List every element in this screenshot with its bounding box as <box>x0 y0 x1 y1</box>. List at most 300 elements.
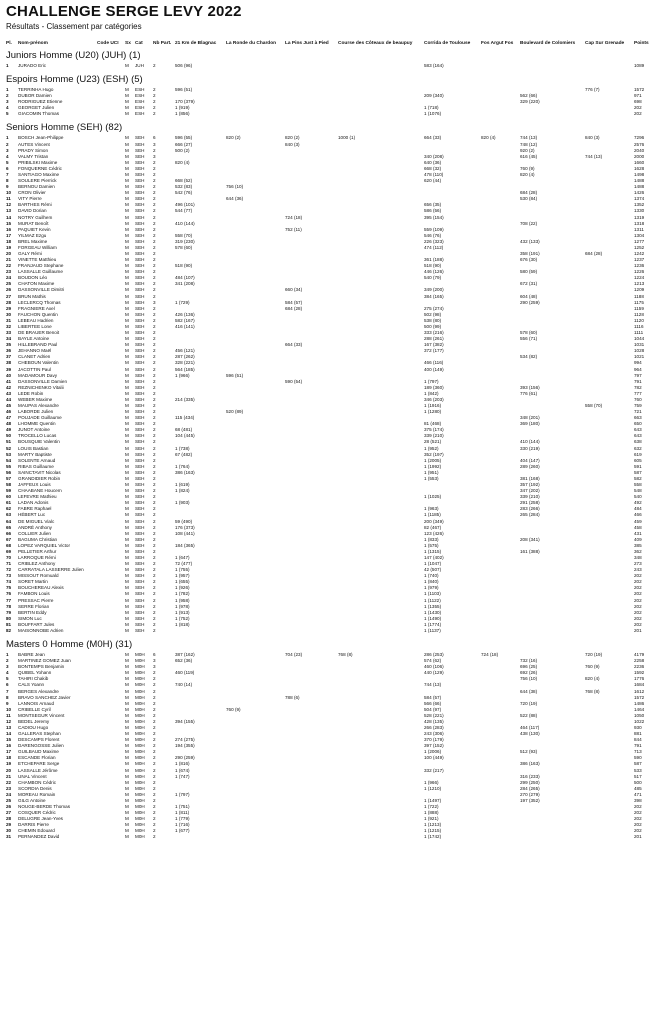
cell-cat: SEH <box>135 184 145 190</box>
cell-name: SOLENTE Arnaud <box>18 457 56 463</box>
cell-cat: SEH <box>135 627 145 633</box>
cell-points: 713 <box>634 749 642 755</box>
cell-cat: M0H <box>135 676 145 682</box>
cell-sex: M <box>125 779 129 785</box>
cell-points: 1304 <box>634 232 645 238</box>
cell-nb-part: 2 <box>153 202 156 208</box>
cell-sex: M <box>125 609 129 615</box>
cell-cat: SEH <box>135 482 145 488</box>
cell-colomiers: 369 (180) <box>520 421 540 427</box>
cell-corrida-toulouse: 395 (154) <box>424 214 444 220</box>
cell-sex: M <box>125 664 129 670</box>
cell-colomiers: 265 (284) <box>520 512 540 518</box>
cell-nb-part: 2 <box>153 323 156 329</box>
cell-nb-part: 2 <box>153 190 156 196</box>
cell-sex: M <box>125 384 129 390</box>
cell-cat: SEH <box>135 372 145 378</box>
cell-sex: M <box>125 706 129 712</box>
cell-name: LEBEAU Hadrien <box>18 317 54 323</box>
cell-sex: M <box>125 433 129 439</box>
cell-nb-part: 2 <box>153 439 156 445</box>
cell-corrida-toulouse: 500 (99) <box>424 323 442 329</box>
column-header-ronde-chardon: La Ronde du Chardon <box>226 41 277 46</box>
cell-sex: M <box>125 439 129 445</box>
cell-sex: M <box>125 275 129 281</box>
cell-corrida-toulouse: 566 (66) <box>424 700 442 706</box>
cell-corrida-toulouse: 440 (129) <box>424 670 444 676</box>
cell-cat: ESH <box>135 93 145 99</box>
cell-corrida-toulouse: 1 (1315) <box>424 548 442 554</box>
cell-name: BAYLE Antoine <box>18 336 50 342</box>
cell-rank: 9 <box>6 700 9 706</box>
cell-name: CARRATALA LASSERRE Julien <box>18 567 84 573</box>
cell-points: 1498 <box>634 171 645 177</box>
cell-cat: SEH <box>135 548 145 554</box>
cell-points: 471 <box>634 791 642 797</box>
cell-cat: SEH <box>135 530 145 536</box>
cell-corrida-toulouse: 1 (966) <box>424 779 439 785</box>
cell-points: 587 <box>634 761 642 767</box>
cell-sex: M <box>125 615 129 621</box>
cell-rank: 43 <box>6 390 12 396</box>
cell-nb-part: 2 <box>153 111 156 117</box>
cell-name: FAMBON Louis <box>18 591 50 597</box>
column-header-colomiers: Boulevard de Colomiers <box>520 41 576 46</box>
cell-nb-part: 2 <box>153 348 156 354</box>
cell-name: GIACOMIN Thomas <box>18 111 60 117</box>
cell-blagnac: 1 (755) <box>175 567 190 573</box>
cell-cat: M0H <box>135 718 145 724</box>
cell-points: 484 <box>634 506 642 512</box>
cell-nb-part: 3 <box>153 658 156 664</box>
cell-cat: ESH <box>135 87 145 93</box>
cell-points: 202 <box>634 105 642 111</box>
cell-blagnac: 386 (163) <box>175 469 195 475</box>
cell-cat: SEH <box>135 542 145 548</box>
cell-sex: M <box>125 828 129 834</box>
cell-cat: SEH <box>135 488 145 494</box>
cell-cat: SEH <box>135 214 145 220</box>
cell-cat: SEH <box>135 597 145 603</box>
cell-name: FONQUERNE Cédric <box>18 165 62 171</box>
cell-cat: SEH <box>135 579 145 585</box>
cell-blagnac: 544 (77) <box>175 208 193 214</box>
cell-rank: 17 <box>6 749 12 755</box>
cell-corrida-toulouse: 478 (110) <box>424 171 444 177</box>
cell-corrida-toulouse: 528 (221) <box>424 712 444 718</box>
cell-points: 881 <box>634 731 642 737</box>
cell-corrida-toulouse: 333 (216) <box>424 330 444 336</box>
cell-points: 643 <box>634 427 642 433</box>
category-title: Masters 0 Homme (M0H) (31) <box>6 639 133 651</box>
cell-cat: SEH <box>135 396 145 402</box>
cell-sex: M <box>125 670 129 676</box>
cell-cat: SEH <box>135 360 145 366</box>
cell-sex: M <box>125 226 129 232</box>
cell-sex: M <box>125 372 129 378</box>
cell-points: 759 <box>634 403 642 408</box>
cell-sex: M <box>125 87 129 93</box>
cell-rank: 11 <box>6 196 11 202</box>
cell-cat: SEH <box>135 415 145 421</box>
cell-corrida-toulouse: 1 (1025) <box>424 494 442 500</box>
cell-cap-grenade: 820 (4) <box>585 676 600 682</box>
cell-blagnac: 484 (107) <box>175 275 195 281</box>
cell-name: DESCAMPS Florent <box>18 737 60 743</box>
cell-sex: M <box>125 822 129 828</box>
cell-colomiers: 530 (84) <box>520 196 538 202</box>
cell-corrida-toulouse: 559 (109) <box>424 226 444 232</box>
cell-nb-part: 2 <box>153 567 156 573</box>
cell-sex: M <box>125 171 129 177</box>
cell-cat: SEH <box>135 293 145 299</box>
cell-points: 791 <box>634 743 642 749</box>
cell-rank: 6 <box>6 165 9 171</box>
cell-name: DARENGOSSE Julien <box>18 743 64 749</box>
cell-cat: SEH <box>135 336 145 342</box>
cell-colomiers: 512 (93) <box>520 749 538 755</box>
cell-nb-part: 2 <box>153 330 156 336</box>
cell-nb-part: 2 <box>153 475 156 481</box>
page-subtitle: Résultats - Classement par catégories <box>6 22 142 31</box>
cell-cat: SEH <box>135 238 145 244</box>
cell-rank: 26 <box>6 287 12 293</box>
cell-corrida-toulouse: 209 (340) <box>424 93 444 99</box>
cell-corrida-toulouse: 349 (200) <box>424 287 444 293</box>
cell-sex: M <box>125 475 129 481</box>
cell-nb-part: 2 <box>153 585 156 591</box>
cell-sex: M <box>125 263 129 269</box>
cell-sex: M <box>125 457 129 463</box>
cell-corrida-toulouse: 1 (1992) <box>424 463 442 469</box>
cell-sex: M <box>125 323 129 329</box>
column-header-rank: Pl. <box>6 41 12 46</box>
cell-points: 1572 <box>634 694 645 700</box>
cell-corrida-toulouse: 226 (323) <box>424 238 444 244</box>
cell-corrida-toulouse: 1 (718) <box>424 105 439 111</box>
cell-nb-part: 2 <box>153 573 156 579</box>
cell-nb-part: 2 <box>153 712 156 718</box>
cell-nb-part: 2 <box>153 737 156 743</box>
cell-colomiers: 776 (61) <box>520 390 538 396</box>
cell-rank: 11 <box>6 712 11 718</box>
cell-sex: M <box>125 725 129 730</box>
cell-name: BOUFFART Jules <box>18 621 55 627</box>
cell-nb-part: 2 <box>153 561 156 567</box>
cell-sex: M <box>125 469 129 475</box>
cell-corrida-toulouse: 466 (116) <box>424 360 444 366</box>
cell-nb-part: 2 <box>153 700 156 706</box>
cell-colomiers: 920 (2) <box>520 147 535 153</box>
cell-rank: 81 <box>6 621 12 627</box>
cell-name: MAUPAS Alexandre <box>18 403 59 408</box>
cell-blagnac: 1 (816) <box>175 761 190 767</box>
cell-sex: M <box>125 159 129 165</box>
cell-points: 760 <box>634 396 642 402</box>
cell-rank: 57 <box>6 475 12 481</box>
cell-rank: 21 <box>6 773 12 779</box>
cell-cat: SEH <box>135 159 145 165</box>
cell-points: 663 <box>634 415 642 421</box>
cell-nb-part: 2 <box>153 415 156 421</box>
cell-nb-part: 2 <box>153 676 156 682</box>
cell-sex: M <box>125 396 129 402</box>
cell-colomiers: 692 (26) <box>520 670 538 676</box>
cell-blagnac: 328 (221) <box>175 360 195 366</box>
cell-name: SORET Martin <box>18 579 48 585</box>
cell-points: 7296 <box>634 135 645 141</box>
cell-points: 1486 <box>634 700 645 706</box>
cell-rank: 31 <box>6 317 12 323</box>
cell-colomiers: 522 (88) <box>520 712 538 718</box>
cell-name: BEDEL Jeremy <box>18 718 50 724</box>
cell-cat: SEH <box>135 494 145 500</box>
cell-sex: M <box>125 810 129 816</box>
cell-sex: M <box>125 621 129 627</box>
cell-corrida-toulouse: 1 (979) <box>424 585 439 591</box>
cell-points: 1612 <box>634 688 645 694</box>
cell-colomiers: 358 (191) <box>520 251 540 256</box>
cell-rank: 55 <box>6 463 12 469</box>
cell-blagnac: 184 (365) <box>175 542 195 548</box>
cell-sex: M <box>125 153 129 159</box>
cell-sex: M <box>125 518 129 524</box>
cell-nb-part: 3 <box>153 141 156 147</box>
cell-rank: 75 <box>6 585 12 591</box>
cell-name: REZNICHENKO Vitalii <box>18 384 64 390</box>
cell-points: 1188 <box>634 293 644 299</box>
cell-blagnac: 1 (752) <box>175 615 190 621</box>
cell-nb-part: 2 <box>153 360 156 366</box>
cell-name: FORGEAU William <box>18 244 57 250</box>
cell-sex: M <box>125 597 129 603</box>
cell-rank: 63 <box>6 512 12 518</box>
cell-points: 2576 <box>634 141 645 147</box>
cell-sex: M <box>125 694 129 700</box>
cell-sex: M <box>125 548 129 554</box>
cell-corrida-toulouse: 1 (888) <box>424 810 439 816</box>
cell-points: 632 <box>634 445 642 451</box>
cell-nb-part: 2 <box>153 779 156 785</box>
cell-name: ANDRÉ Anthony <box>18 524 52 530</box>
cell-rank: 66 <box>6 530 12 536</box>
cell-cat: M0H <box>135 785 145 791</box>
cell-rank: 1 <box>6 135 9 141</box>
cell-cat: M0H <box>135 749 145 755</box>
cell-points: 548 <box>634 488 642 494</box>
cell-blagnac: 500 (2) <box>175 147 190 153</box>
cell-name: BERGES Alexandre <box>18 688 59 694</box>
cell-rank: 1 <box>6 87 9 93</box>
cell-sex: M <box>125 378 129 384</box>
cell-name: DAVID Dorian <box>18 208 47 214</box>
cell-rank: 28 <box>6 299 12 305</box>
cell-sex: M <box>125 785 129 791</box>
cell-sex: M <box>125 591 129 597</box>
cell-corrida-toulouse: 1 (952) <box>424 445 439 451</box>
cell-rank: 29 <box>6 305 12 311</box>
cell-points: 1213 <box>634 281 645 287</box>
cell-cat: SEH <box>135 409 145 415</box>
cell-nb-part: 2 <box>153 99 156 105</box>
cell-nb-part: 2 <box>153 482 156 488</box>
cell-blagnac: 558 (70) <box>175 232 193 238</box>
cell-sex: M <box>125 147 129 153</box>
cell-nb-part: 2 <box>153 208 156 214</box>
cell-cat: SEH <box>135 621 145 627</box>
cell-sex: M <box>125 718 129 724</box>
cell-nb-part: 2 <box>153 147 156 153</box>
cell-sex: M <box>125 561 129 567</box>
cell-nb-part: 2 <box>153 688 156 694</box>
cell-name: COSQUER Cédric <box>18 810 56 816</box>
cell-rank: 22 <box>6 779 12 785</box>
cell-cat: SEH <box>135 451 145 457</box>
cell-sex: M <box>125 220 129 226</box>
cell-nb-part: 2 <box>153 755 156 761</box>
cell-cat: SEH <box>135 518 145 524</box>
cell-blagnac: 1 (797) <box>175 791 190 797</box>
cell-name: ESCANDE Florian <box>18 755 56 761</box>
cell-name: JEHANNO Maël <box>18 348 52 354</box>
cell-points: 385 <box>634 542 642 548</box>
cell-rank: 73 <box>6 573 12 579</box>
cell-blagnac: 410 (144) <box>175 220 195 226</box>
cell-colomiers: 616 (45) <box>520 153 538 159</box>
cell-name: CRON Olivier <box>18 190 46 196</box>
cell-sex: M <box>125 767 129 773</box>
cell-sex: M <box>125 737 129 743</box>
cell-sex: M <box>125 463 129 469</box>
cell-nb-part: 2 <box>153 220 156 226</box>
cell-points: 202 <box>634 591 642 597</box>
cell-cat: M0H <box>135 658 145 664</box>
cell-points: 1021 <box>634 354 645 360</box>
cell-cat: SEH <box>135 366 145 372</box>
cell-corrida-toulouse: 243 (306) <box>424 731 444 737</box>
cell-name: CLANET Adrien <box>18 354 51 360</box>
cell-sex: M <box>125 451 129 457</box>
cell-colomiers: 393 (156) <box>520 384 540 390</box>
cell-blagnac: 287 (262) <box>175 354 195 360</box>
cell-points: 590 <box>634 755 642 761</box>
cell-rank: 16 <box>6 743 12 749</box>
cell-name: PAQUIET Kevin <box>18 226 51 232</box>
cell-name: LOUIS Bastian <box>18 445 49 451</box>
cell-name: DE BRAUER Benoit <box>18 330 60 336</box>
cell-rank: 67 <box>6 536 12 542</box>
cell-blagnac: 426 (136) <box>175 311 195 317</box>
cell-sex: M <box>125 773 129 779</box>
cell-corrida-toulouse: 1 (553) <box>424 475 439 481</box>
cell-pins-just: 584 (57) <box>285 299 303 305</box>
cell-corrida-toulouse: 504 (97) <box>424 706 442 712</box>
cell-cat: SEH <box>135 299 145 305</box>
cell-nb-part: 2 <box>153 342 156 348</box>
cell-rank: 70 <box>6 555 12 560</box>
cell-rank: 12 <box>6 202 12 208</box>
cell-sex: M <box>125 542 129 548</box>
cell-name: LHOMME Quentin <box>18 421 56 427</box>
cell-sex: M <box>125 366 129 372</box>
cell-colomiers: 357 (192) <box>520 482 540 488</box>
cell-nb-part: 2 <box>153 834 156 840</box>
cell-corrida-toulouse: 1 (840) <box>424 579 439 585</box>
cell-corrida-toulouse: 167 (382) <box>424 342 444 348</box>
cell-sex: M <box>125 506 129 512</box>
cell-sex: M <box>125 196 129 202</box>
cell-points: 591 <box>634 463 642 469</box>
cell-rank: 27 <box>6 810 12 816</box>
cell-blagnac: 596 (55) <box>175 135 193 141</box>
cell-rank: 4 <box>6 153 9 159</box>
cell-rank: 29 <box>6 822 12 828</box>
cell-rank: 59 <box>6 488 12 494</box>
cell-rank: 36 <box>6 348 12 354</box>
cell-points: 2236 <box>634 664 645 670</box>
cell-sex: M <box>125 141 129 147</box>
cell-points: 202 <box>634 810 642 816</box>
cell-points: 466 <box>634 512 642 518</box>
cell-corrida-toulouse: 586 (56) <box>424 208 442 214</box>
cell-nb-part: 2 <box>153 524 156 530</box>
cell-points: 459 <box>634 518 642 524</box>
cell-sex: M <box>125 585 129 591</box>
cell-colomiers: 464 (117) <box>520 725 540 730</box>
cell-sex: M <box>125 184 129 190</box>
cell-nb-part: 2 <box>153 403 156 408</box>
cell-colomiers: 820 (4) <box>520 171 535 177</box>
cell-corrida-toulouse: 1 (722) <box>424 804 439 810</box>
cell-nb-part: 2 <box>153 694 156 700</box>
cell-cat: SEH <box>135 323 145 329</box>
cell-corrida-toulouse: 1 (1280) <box>424 409 442 415</box>
cell-sex: M <box>125 354 129 360</box>
cell-rank: 23 <box>6 785 12 791</box>
cell-sex: M <box>125 445 129 451</box>
cell-points: 202 <box>634 603 642 609</box>
cell-nb-part: 2 <box>153 828 156 834</box>
cell-nb-part: 2 <box>153 512 156 518</box>
cell-name: YILMAZ Ezgu <box>18 232 47 238</box>
cell-name: MARTINEZ GOMEZ Juan <box>18 658 71 664</box>
cell-blagnac: 1 (926) <box>175 585 190 591</box>
cell-cat: M0H <box>135 755 145 761</box>
cell-corrida-toulouse: 1 (1215) <box>424 828 442 834</box>
cell-cap-grenade: 558 (70) <box>585 403 603 408</box>
cell-points: 348 <box>634 555 642 560</box>
cell-rank: 3 <box>6 99 9 105</box>
cell-nb-part: 2 <box>153 159 156 165</box>
cell-sex: M <box>125 676 129 682</box>
cell-points: 4179 <box>634 652 645 658</box>
cell-cat: SEH <box>135 251 145 256</box>
cell-cat: M0H <box>135 670 145 676</box>
cell-name: BOUCHEREAU Alexis <box>18 585 64 591</box>
cell-pins-just: 840 (3) <box>285 141 300 147</box>
cell-colomiers: 644 (38) <box>520 688 538 694</box>
cell-sex: M <box>125 178 129 184</box>
cell-ronde-chardon: 760 (9) <box>226 706 241 712</box>
cell-nb-part: 2 <box>153 196 156 202</box>
cell-sex: M <box>125 348 129 354</box>
cell-colomiers: 197 (352) <box>520 797 540 803</box>
cell-name: GALY Rémi <box>18 251 42 256</box>
cell-nb-part: 2 <box>153 317 156 323</box>
cell-cat: SEH <box>135 178 145 184</box>
cell-blagnac: 1 (919) <box>175 105 190 111</box>
cell-ronde-chardon: 596 (51) <box>226 372 244 378</box>
